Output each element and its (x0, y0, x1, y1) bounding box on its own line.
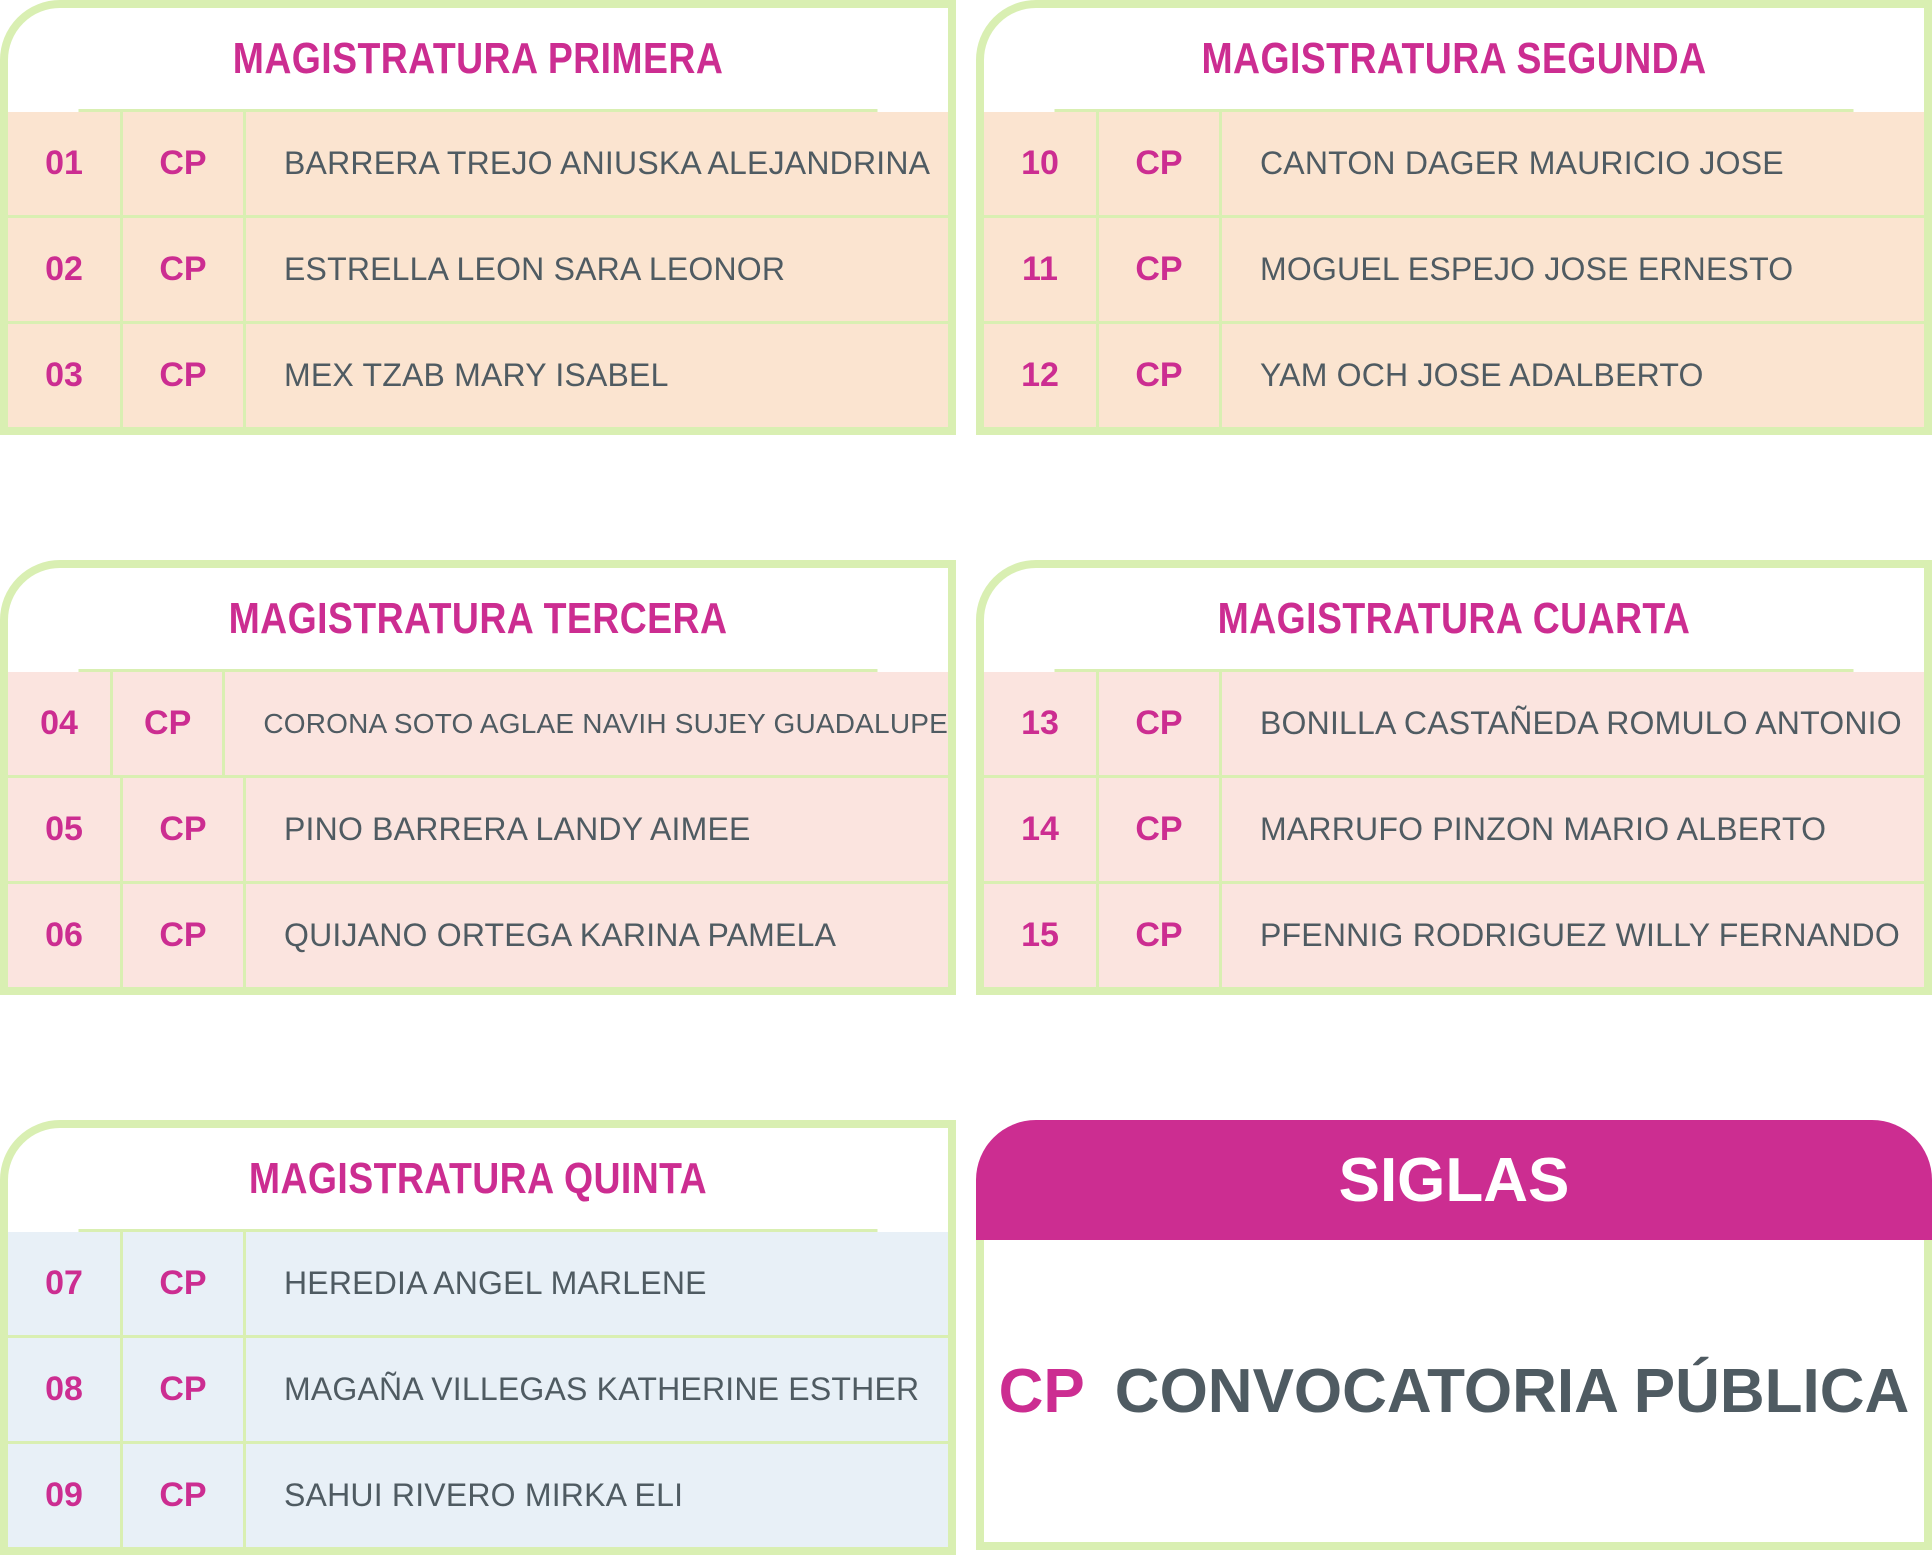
candidate-number: 15 (984, 884, 1099, 987)
candidate-row (8, 1232, 948, 1335)
card-title: MAGISTRATURA CUARTA (1055, 568, 1854, 672)
candidate-number: 06 (8, 884, 123, 987)
candidate-row (984, 215, 1924, 321)
candidate-row (984, 321, 1924, 427)
candidate-row (8, 1441, 948, 1547)
candidate-number: 02 (8, 218, 123, 321)
candidate-code: CP (123, 1444, 246, 1547)
candidate-list (8, 112, 948, 427)
siglas-meaning: CONVOCATORIA PÚBLICA (1114, 1356, 1910, 1426)
candidate-number: 10 (984, 112, 1099, 215)
candidate-name: MEX TZAB MARY ISABEL (284, 357, 669, 393)
candidate-name: ESTRELLA LEON SARA LEONOR (284, 251, 786, 287)
candidate-code: CP (123, 1338, 246, 1441)
siglas-body (976, 1240, 1932, 1550)
candidate-code: CP (1099, 112, 1222, 215)
candidate-name: CANTON DAGER MAURICIO JOSE (1260, 145, 1784, 181)
candidate-list (984, 672, 1924, 987)
candidate-row (984, 112, 1924, 215)
candidate-number: 11 (984, 218, 1099, 321)
candidate-row (8, 1335, 948, 1441)
candidate-number: 08 (8, 1338, 123, 1441)
candidate-row (984, 881, 1924, 987)
candidate-number: 12 (984, 324, 1099, 427)
candidate-name: BARRERA TREJO ANIUSKA ALEJANDRINA (284, 145, 931, 181)
candidate-list (8, 672, 948, 987)
candidate-number: 14 (984, 778, 1099, 881)
candidate-code: CP (1099, 884, 1222, 987)
candidate-list (8, 1232, 948, 1547)
candidate-row (984, 775, 1924, 881)
candidate-name: SAHUI RIVERO MIRKA ELI (284, 1477, 684, 1513)
candidate-name: YAM OCH JOSE ADALBERTO (1260, 357, 1704, 393)
card-magistratura-primera (0, 0, 956, 435)
siglas-code: CP (998, 1356, 1085, 1426)
candidate-row (8, 112, 948, 215)
card-magistratura-quinta (0, 1120, 956, 1555)
candidate-row (8, 881, 948, 987)
candidate-code: CP (123, 218, 246, 321)
card-magistratura-cuarta (976, 560, 1932, 995)
candidate-number: 01 (8, 112, 123, 215)
candidate-code: CP (123, 112, 246, 215)
candidate-number: 07 (8, 1232, 123, 1335)
candidate-number: 05 (8, 778, 123, 881)
candidate-row (8, 215, 948, 321)
candidate-name: HEREDIA ANGEL MARLENE (284, 1265, 707, 1301)
card-title: MAGISTRATURA SEGUNDA (1055, 8, 1854, 112)
candidate-number: 03 (8, 324, 123, 427)
card-magistratura-tercera (0, 560, 956, 995)
candidate-number: 04 (8, 672, 113, 775)
candidate-code: CP (123, 1232, 246, 1335)
card-magistratura-segunda (976, 0, 1932, 435)
candidate-list (984, 112, 1924, 427)
candidate-code: CP (123, 324, 246, 427)
siglas-title: SIGLAS (976, 1120, 1932, 1240)
candidate-row (8, 321, 948, 427)
candidate-code: CP (1099, 778, 1222, 881)
candidate-code: CP (1099, 218, 1222, 321)
candidate-name: PFENNIG RODRIGUEZ WILLY FERNANDO (1260, 917, 1900, 953)
candidate-row (8, 672, 948, 775)
card-title: MAGISTRATURA TERCERA (79, 568, 878, 672)
candidate-name: PINO BARRERA LANDY AIMEE (284, 811, 751, 847)
candidate-code: CP (1099, 672, 1222, 775)
candidate-name: BONILLA CASTAÑEDA ROMULO ANTONIO (1260, 705, 1902, 741)
candidate-number: 09 (8, 1444, 123, 1547)
candidate-code: CP (123, 778, 246, 881)
candidate-name: MARRUFO PINZON MARIO ALBERTO (1260, 811, 1827, 847)
candidate-row (8, 775, 948, 881)
candidate-code: CP (113, 672, 225, 775)
candidate-name: QUIJANO ORTEGA KARINA PAMELA (284, 917, 837, 953)
candidate-code: CP (1099, 324, 1222, 427)
siglas-legend (976, 1120, 1932, 1550)
candidate-row (984, 672, 1924, 775)
card-title: MAGISTRATURA QUINTA (79, 1128, 878, 1232)
candidate-code: CP (123, 884, 246, 987)
candidate-number: 13 (984, 672, 1099, 775)
card-title: MAGISTRATURA PRIMERA (79, 8, 878, 112)
candidate-name: CORONA SOTO AGLAE NAVIH SUJEY GUADALUPE (263, 707, 948, 739)
candidate-name: MAGAÑA VILLEGAS KATHERINE ESTHER (284, 1371, 920, 1407)
candidate-name: MOGUEL ESPEJO JOSE ERNESTO (1260, 251, 1794, 287)
